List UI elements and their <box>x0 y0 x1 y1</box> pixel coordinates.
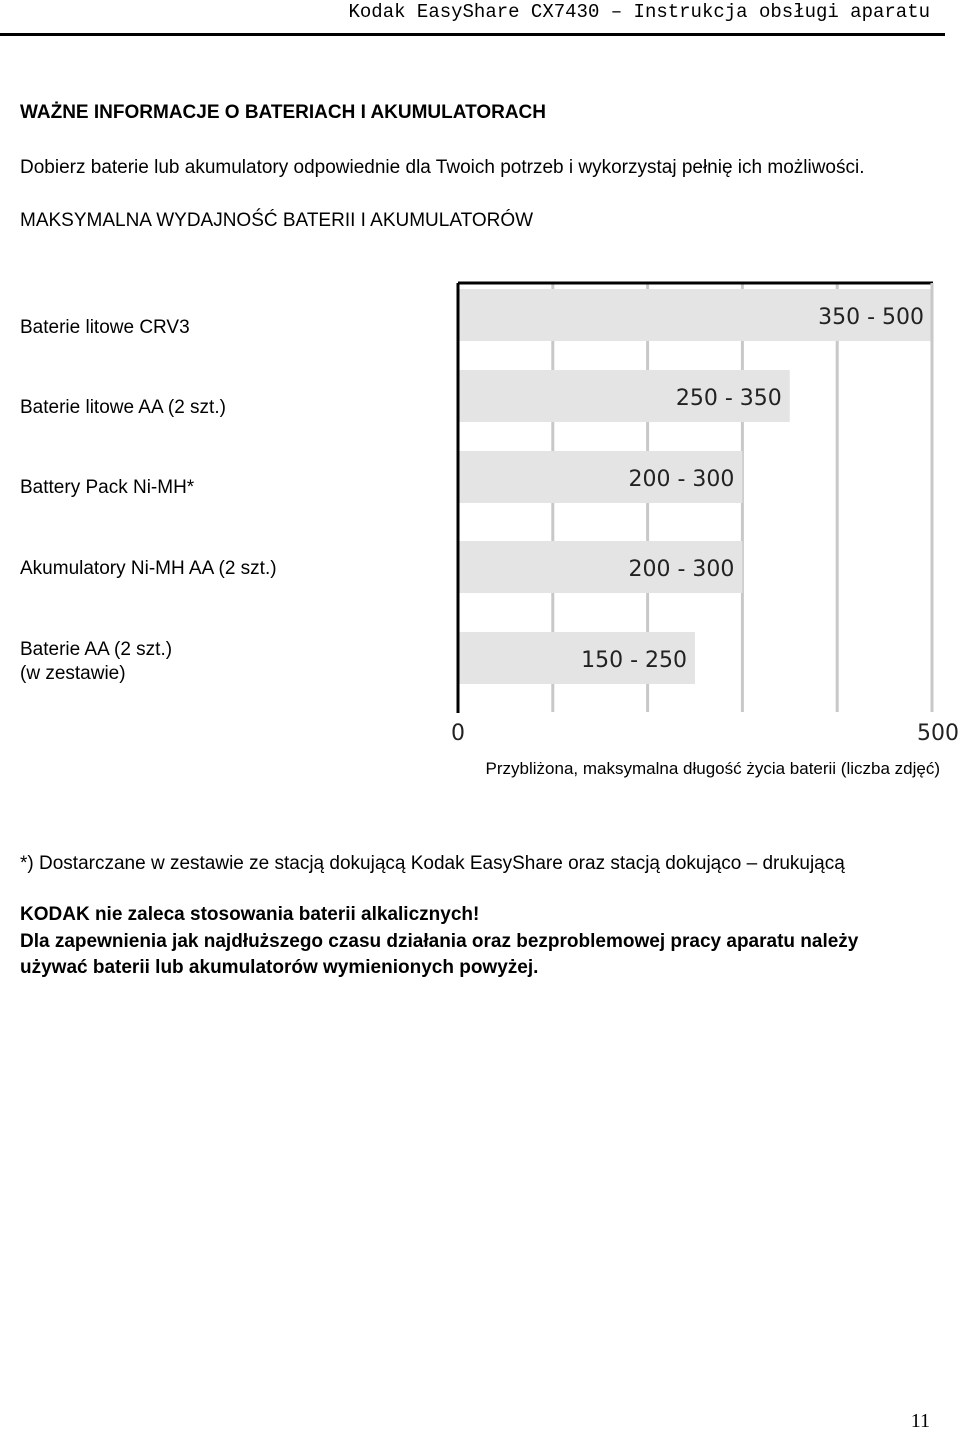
warning-line-2: Dla zapewnienia jak najdłuższego czasu działania oraz bezproblemowej pracy aparatu należy <box>20 931 859 952</box>
bar-range-label: 150 - 250 <box>581 648 687 673</box>
bar-range-label: 350 - 500 <box>818 305 924 330</box>
category-label-text: Baterie litowe AA (2 szt.) <box>20 397 226 418</box>
warning-line-1: KODAK nie zaleca stosowania baterii alkalicznych! <box>20 904 480 925</box>
bar-range-label: 200 - 300 <box>628 467 735 492</box>
section-title: WAŻNE INFORMACJE O BATERIACH I AKUMULATORACH <box>20 102 546 123</box>
category-label-text: Battery Pack Ni-MH* <box>20 477 195 498</box>
warning-line-3: używać baterii lub akumulatorów wymienionych powyżej. <box>20 957 539 978</box>
category-label-text: Baterie litowe CRV3 <box>20 317 190 338</box>
x-axis-label: Przybliżona, maksymalna długość życia baterii (liczba zdjęć) <box>485 759 940 778</box>
category-label-line: Baterie AA (2 szt.) <box>20 639 173 660</box>
bar-range-label: 250 - 350 <box>675 386 782 411</box>
footnote: *) Dostarczane w zestawie ze stacją dokującą Kodak EasyShare oraz stacją dokująco – drukującą <box>20 853 845 874</box>
section-subtitle: MAKSYMALNA WYDAJNOŚĆ BATERII I AKUMULATORÓW <box>20 210 534 231</box>
intro-text: Dobierz baterie lub akumulatory odpowiednie dla Twoich potrzeb i wykorzystaj pełnię ich możliwości. <box>20 157 865 178</box>
x-tick-label: 500 <box>917 721 959 746</box>
header-title: Kodak EasyShare CX7430 – Instrukcja obsługi aparatu <box>348 1 930 23</box>
page-number: 11 <box>910 1410 930 1432</box>
bar-range-label: 200 - 300 <box>628 557 735 582</box>
x-tick-label: 0 <box>451 721 465 746</box>
category-label-text: Akumulatory Ni-MH AA (2 szt.) <box>20 558 277 579</box>
category-label-line: (w zestawie) <box>20 663 126 684</box>
